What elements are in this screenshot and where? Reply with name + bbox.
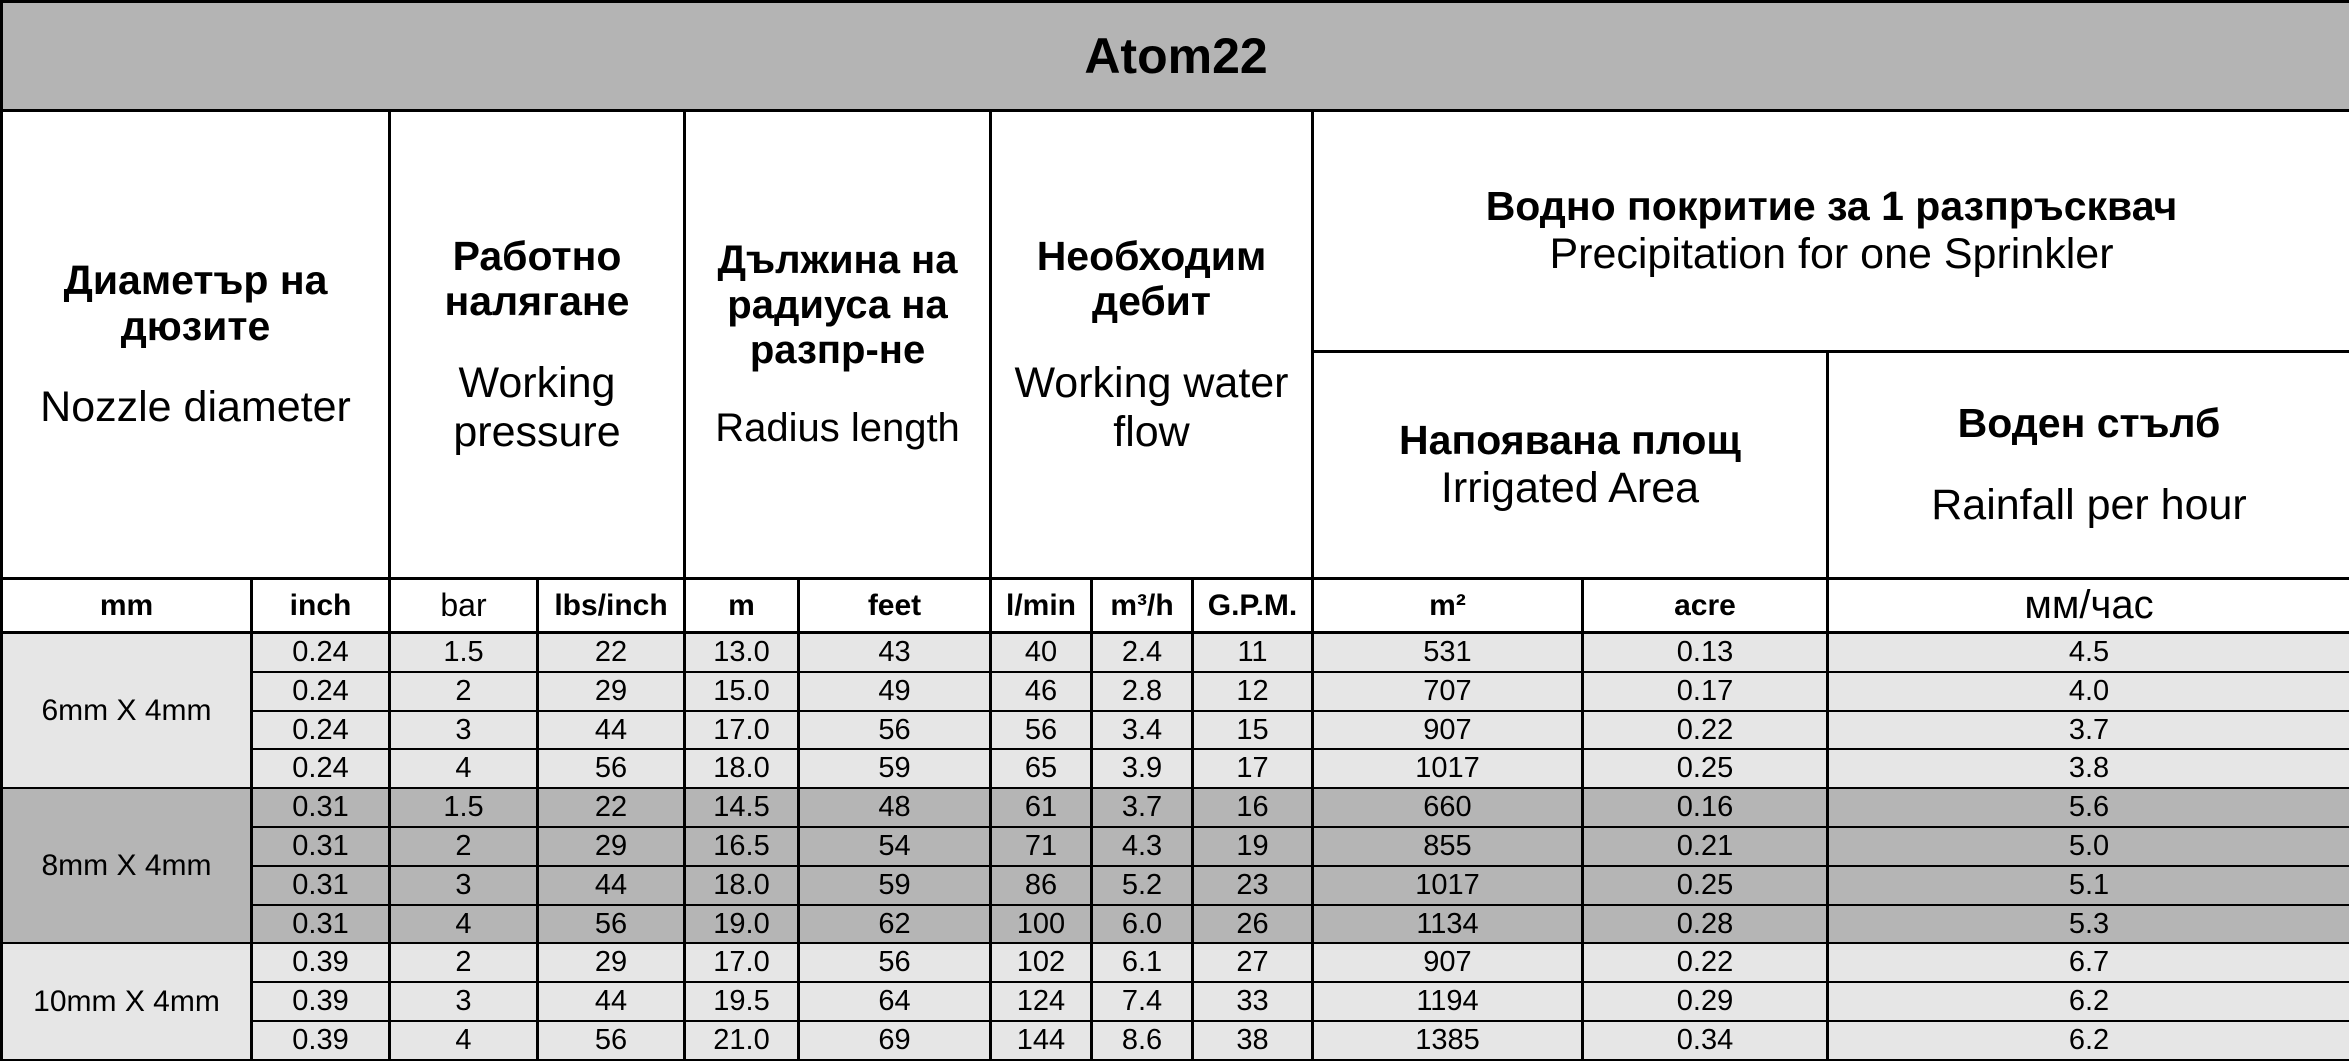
table-cell: 12 xyxy=(1193,672,1313,711)
table-cell: 44 xyxy=(538,711,685,750)
table-cell: 4.0 xyxy=(1828,672,2349,711)
table-cell: 100 xyxy=(991,905,1092,944)
unit-cell: m² xyxy=(1313,578,1583,632)
table-cell: 61 xyxy=(991,788,1092,827)
table-cell: 56 xyxy=(799,943,991,982)
table-cell: 17.0 xyxy=(685,711,799,750)
header-area-en: Irrigated Area xyxy=(1440,463,1700,512)
table-cell: 18.0 xyxy=(685,749,799,788)
table-cell: 4.3 xyxy=(1092,827,1193,866)
table-cell: 64 xyxy=(799,982,991,1021)
table-row xyxy=(2,788,2349,827)
header-nozzle-bg: Диаметър на дюзите xyxy=(63,256,328,349)
unit-cell: m³/h xyxy=(1092,578,1193,632)
table-cell: 3 xyxy=(390,982,538,1021)
header-nozzle-en: Nozzle diameter xyxy=(40,383,351,432)
table-cell: 29 xyxy=(538,943,685,982)
table-cell: 48 xyxy=(799,788,991,827)
table-cell: 56 xyxy=(799,711,991,750)
table-row xyxy=(2,866,2349,905)
table-cell: 4 xyxy=(390,1021,538,1060)
table-cell: 0.29 xyxy=(1583,982,1828,1021)
table-row xyxy=(2,827,2349,866)
table-cell: 13.0 xyxy=(685,633,799,672)
table-cell: 3.7 xyxy=(1092,788,1193,827)
table-cell: 16.5 xyxy=(685,827,799,866)
header-radius-length xyxy=(685,111,991,579)
table-row xyxy=(2,711,2349,750)
table-cell: 0.28 xyxy=(1583,905,1828,944)
table-cell: 6.7 xyxy=(1828,943,2349,982)
table-cell: 0.24 xyxy=(252,633,390,672)
unit-cell: l/min xyxy=(991,578,1092,632)
table-cell: 26 xyxy=(1193,905,1313,944)
table-cell: 1017 xyxy=(1313,866,1583,905)
header-radius-en: Radius length xyxy=(715,406,960,451)
table-cell: 1.5 xyxy=(390,788,538,827)
table-cell: 46 xyxy=(991,672,1092,711)
table-cell: 5.2 xyxy=(1092,866,1193,905)
table-cell: 0.16 xyxy=(1583,788,1828,827)
table-cell: 6.1 xyxy=(1092,943,1193,982)
nozzle-group-label: 6mm X 4mm xyxy=(2,633,252,789)
table-cell: 6.2 xyxy=(1828,982,2349,1021)
table-cell: 1.5 xyxy=(390,633,538,672)
table-cell: 144 xyxy=(991,1021,1092,1060)
header-precip-en: Precipitation for one Sprinkler xyxy=(1549,230,2114,279)
table-row xyxy=(2,749,2349,788)
table-cell: 19 xyxy=(1193,827,1313,866)
table-cell: 1194 xyxy=(1313,982,1583,1021)
table-cell: 0.39 xyxy=(252,943,390,982)
table-cell: 4.5 xyxy=(1828,633,2349,672)
table-title: Atom22 xyxy=(2,2,2349,111)
table-cell: 0.22 xyxy=(1583,943,1828,982)
table-cell: 21.0 xyxy=(685,1021,799,1060)
table-cell: 7.4 xyxy=(1092,982,1193,1021)
header-rainfall xyxy=(1828,352,2349,579)
table-cell: 0.34 xyxy=(1583,1021,1828,1060)
table-cell: 69 xyxy=(799,1021,991,1060)
table-cell: 0.24 xyxy=(252,749,390,788)
table-cell: 29 xyxy=(538,672,685,711)
table-cell: 38 xyxy=(1193,1021,1313,1060)
table-cell: 2 xyxy=(390,827,538,866)
table-cell: 59 xyxy=(799,866,991,905)
table-cell: 44 xyxy=(538,866,685,905)
table-cell: 56 xyxy=(538,1021,685,1060)
table-cell: 0.31 xyxy=(252,905,390,944)
table-cell: 0.21 xyxy=(1583,827,1828,866)
table-cell: 16 xyxy=(1193,788,1313,827)
header-pressure-bg: Работно налягане xyxy=(444,232,630,325)
nozzle-group-label: 8mm X 4mm xyxy=(2,788,252,943)
table-cell: 907 xyxy=(1313,711,1583,750)
table-cell: 855 xyxy=(1313,827,1583,866)
table-cell: 0.39 xyxy=(252,1021,390,1060)
table-cell: 19.0 xyxy=(685,905,799,944)
table-cell: 17 xyxy=(1193,749,1313,788)
table-cell: 124 xyxy=(991,982,1092,1021)
table-cell: 1134 xyxy=(1313,905,1583,944)
table-cell: 3.4 xyxy=(1092,711,1193,750)
table-cell: 3.7 xyxy=(1828,711,2349,750)
header-precip-bg: Водно покритие за 1 разпръсквач xyxy=(1485,183,2178,230)
unit-cell: mm xyxy=(2,578,252,632)
header-area-bg: Напоявана площ xyxy=(1399,417,1741,464)
header-irrigated-area xyxy=(1313,352,1828,579)
table-cell: 1017 xyxy=(1313,749,1583,788)
unit-cell: G.P.M. xyxy=(1193,578,1313,632)
table-cell: 5.1 xyxy=(1828,866,2349,905)
table-cell: 0.31 xyxy=(252,827,390,866)
unit-cell: bar xyxy=(390,578,538,632)
table-cell: 4 xyxy=(390,749,538,788)
nozzle-group-label: 10mm X 4mm xyxy=(2,943,252,1060)
header-flow-bg: Необходим дебит xyxy=(1036,232,1267,325)
header-nozzle-diameter xyxy=(2,111,390,579)
table-cell: 531 xyxy=(1313,633,1583,672)
table-cell: 0.25 xyxy=(1583,749,1828,788)
table-cell: 11 xyxy=(1193,633,1313,672)
table-cell: 3.9 xyxy=(1092,749,1193,788)
table-cell: 18.0 xyxy=(685,866,799,905)
table-cell: 15 xyxy=(1193,711,1313,750)
table-row xyxy=(2,633,2349,672)
table-cell: 1385 xyxy=(1313,1021,1583,1060)
table-cell: 2 xyxy=(390,943,538,982)
table-cell: 3 xyxy=(390,711,538,750)
table-row xyxy=(2,672,2349,711)
table-cell: 8.6 xyxy=(1092,1021,1193,1060)
table-cell: 65 xyxy=(991,749,1092,788)
table-cell: 62 xyxy=(799,905,991,944)
table-row xyxy=(2,982,2349,1021)
table-cell: 40 xyxy=(991,633,1092,672)
table-cell: 660 xyxy=(1313,788,1583,827)
table-cell: 6.0 xyxy=(1092,905,1193,944)
unit-cell: acre xyxy=(1583,578,1828,632)
table-cell: 0.24 xyxy=(252,711,390,750)
header-pressure-en: Working pressure xyxy=(453,359,621,456)
header-working-pressure xyxy=(390,111,685,579)
table-cell: 22 xyxy=(538,788,685,827)
table-cell: 0.17 xyxy=(1583,672,1828,711)
table-cell: 5.3 xyxy=(1828,905,2349,944)
table-row xyxy=(2,1021,2349,1060)
header-precipitation xyxy=(1313,111,2349,352)
table-cell: 17.0 xyxy=(685,943,799,982)
table-cell: 43 xyxy=(799,633,991,672)
table-row xyxy=(2,905,2349,944)
table-cell: 707 xyxy=(1313,672,1583,711)
table-cell: 71 xyxy=(991,827,1092,866)
table-cell: 49 xyxy=(799,672,991,711)
table-row xyxy=(2,943,2349,982)
table-cell: 0.22 xyxy=(1583,711,1828,750)
table-cell: 2.4 xyxy=(1092,633,1193,672)
table-cell: 0.31 xyxy=(252,788,390,827)
table-cell: 2 xyxy=(390,672,538,711)
header-rain-bg: Воден стълб xyxy=(1957,400,2221,447)
table-cell: 54 xyxy=(799,827,991,866)
table-cell: 3 xyxy=(390,866,538,905)
table-cell: 56 xyxy=(991,711,1092,750)
table-cell: 6.2 xyxy=(1828,1021,2349,1060)
table-cell: 29 xyxy=(538,827,685,866)
table-cell: 102 xyxy=(991,943,1092,982)
table-cell: 23 xyxy=(1193,866,1313,905)
table-cell: 0.31 xyxy=(252,866,390,905)
unit-cell: feet xyxy=(799,578,991,632)
unit-cell: мм/час xyxy=(1828,578,2349,632)
table-cell: 15.0 xyxy=(685,672,799,711)
header-water-flow xyxy=(991,111,1313,579)
table-cell: 44 xyxy=(538,982,685,1021)
table-cell: 0.39 xyxy=(252,982,390,1021)
units-row xyxy=(2,578,2349,632)
table-cell: 5.6 xyxy=(1828,788,2349,827)
table-cell: 5.0 xyxy=(1828,827,2349,866)
table-cell: 0.24 xyxy=(252,672,390,711)
table-cell: 4 xyxy=(390,905,538,944)
unit-cell: lbs/inch xyxy=(538,578,685,632)
table-cell: 3.8 xyxy=(1828,749,2349,788)
header-radius-bg: Дължина на радиуса на разпр-не xyxy=(717,238,958,372)
table-cell: 2.8 xyxy=(1092,672,1193,711)
table-cell: 0.25 xyxy=(1583,866,1828,905)
unit-cell: m xyxy=(685,578,799,632)
table-cell: 56 xyxy=(538,905,685,944)
table-cell: 0.13 xyxy=(1583,633,1828,672)
unit-cell: inch xyxy=(252,578,390,632)
table-cell: 14.5 xyxy=(685,788,799,827)
table-cell: 59 xyxy=(799,749,991,788)
table-cell: 86 xyxy=(991,866,1092,905)
table-cell: 56 xyxy=(538,749,685,788)
header-flow-en: Working water flow xyxy=(1014,359,1289,456)
header-rain-en: Rainfall per hour xyxy=(1931,480,2247,529)
table-cell: 22 xyxy=(538,633,685,672)
table-cell: 907 xyxy=(1313,943,1583,982)
table-cell: 33 xyxy=(1193,982,1313,1021)
table-cell: 19.5 xyxy=(685,982,799,1021)
table-cell: 27 xyxy=(1193,943,1313,982)
